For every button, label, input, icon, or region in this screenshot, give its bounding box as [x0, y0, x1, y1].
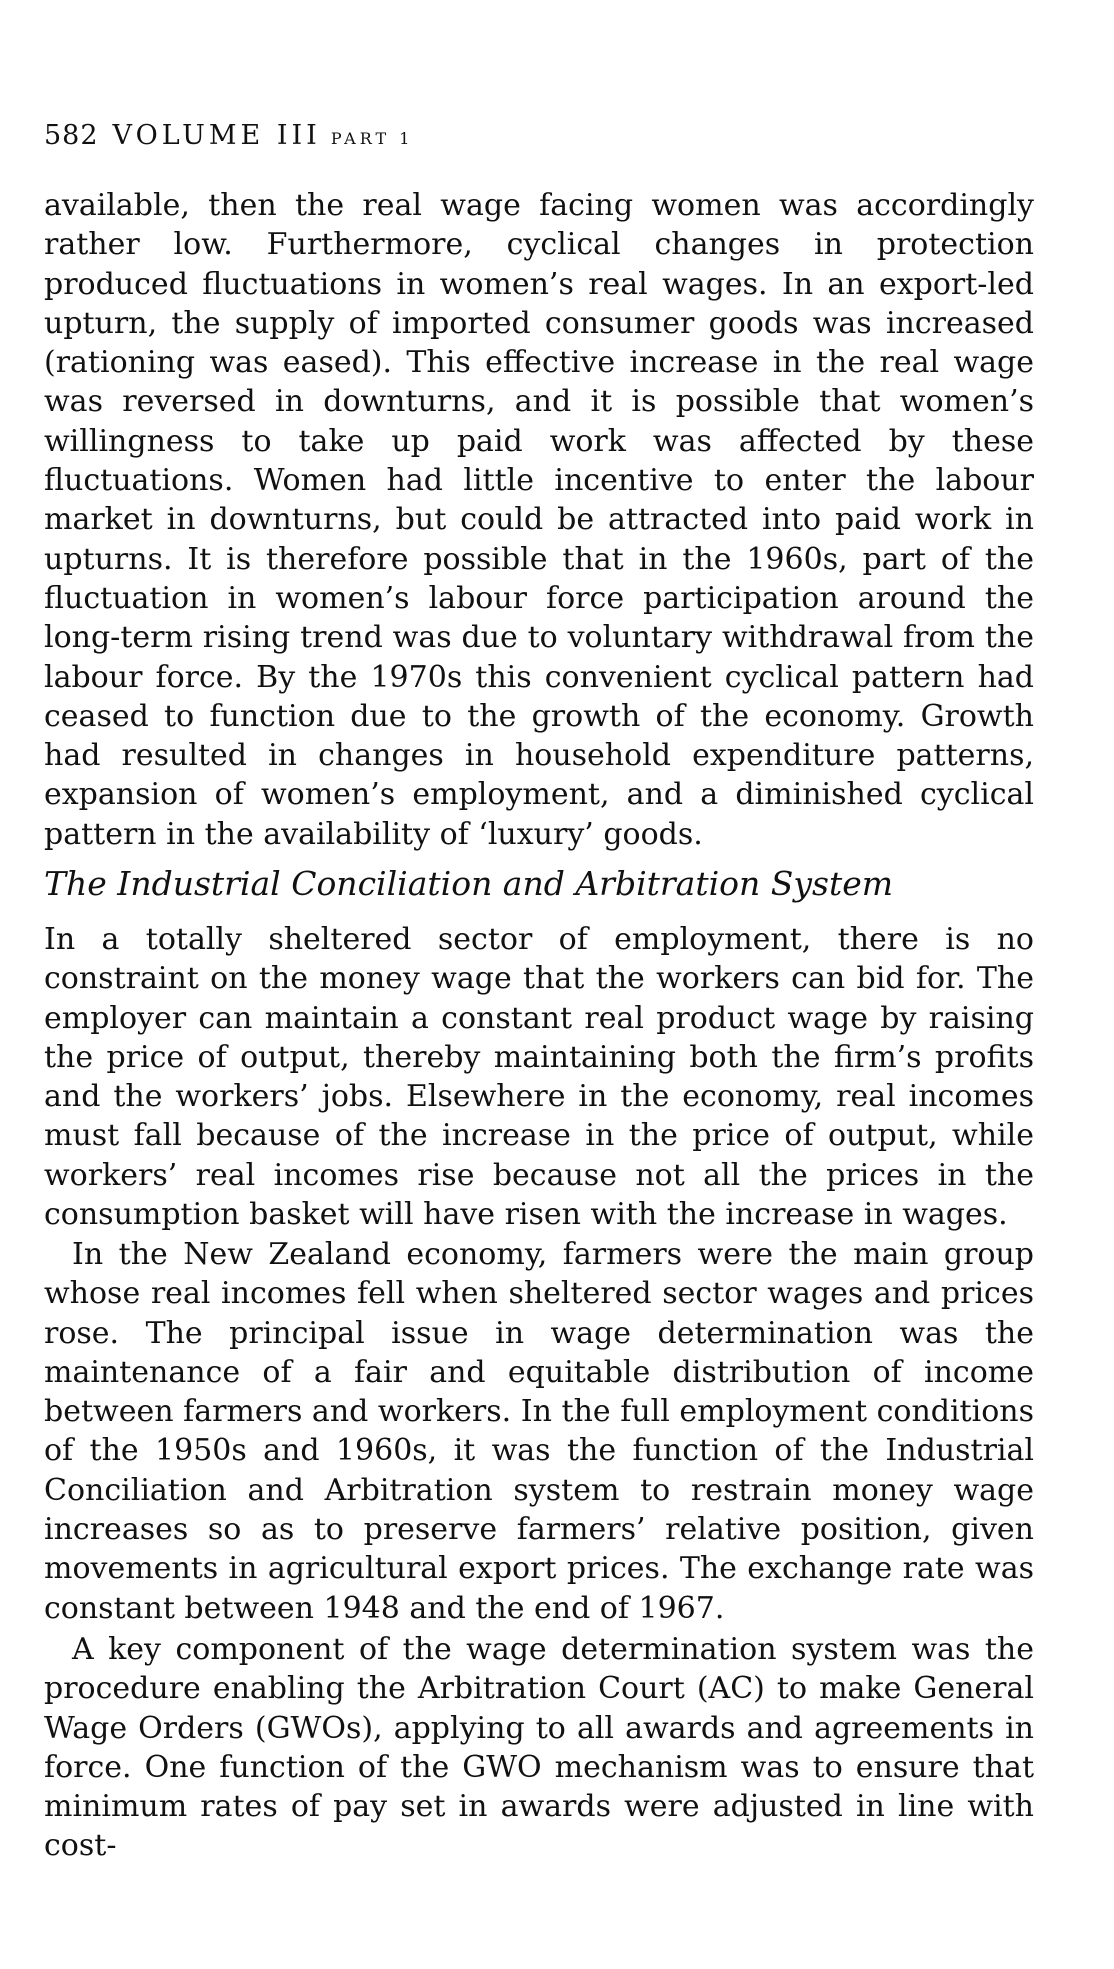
section-heading: The Industrial Conciliation and Arbitration System: [44, 864, 894, 903]
volume-label: VOLUME III: [112, 120, 321, 151]
page-number: 582: [44, 120, 99, 151]
running-head: [44, 120, 413, 151]
paragraph-4: A key component of the wage determination system was the procedure enabling the Arbitration Court (AC) to make General Wage Orders (GWOs), applying to all awards and agreements in force. One function of the GWO mechanism was to ensure that minimum rates of pay set in awards were adjusted in line with cost-: [44, 1632, 1034, 1864]
paragraph-3: In the New Zealand economy, farmers were the main group whose real incomes fell when sheltered sector wages and prices rose. The principal issue in wage determination was the maintenance of a fair and equitable distribution of income between farmers and workers. In the full employment conditions of the 1950s and 1960s, it was the function of the Industrial Conciliation and Arbitration system to restrain money wage increases so as to preserve farmers’ relative position, given movements in agricultural export prices. The exchange rate was constant between 1948 and the end of 1967.: [44, 1237, 1034, 1626]
part-label: PART 1: [330, 129, 414, 148]
paragraph-2: In a totally sheltered sector of employment, there is no constraint on the money wage that the workers can bid for. The employer can maintain a constant real product wage by raising the price of output, thereby maintaining both the firm’s profits and the workers’ jobs. Elsewhere in the economy, real incomes must fall because of the increase in the price of output, while workers’ real incomes rise because not all the prices in the consumption basket will have risen with the increase in wages.: [44, 922, 1034, 1233]
paragraph-1: available, then the real wage facing women was accordingly rather low. Furthermore, cyclical changes in protection produced fluctuations in women’s real wages. In an export-led upturn, the supply of imported consumer goods was increased (rationing was eased). This effective increase in the real wage was reversed in downturns, and it is possible that women’s willingness to take up paid work was affected by these fluctuations. Women had little incentive to enter the labour market in downturns, but could be attracted into paid work in upturns. It is therefore possible that in the 1960s, part of the fluctuation in women’s labour force participation around the long-term rising trend was due to voluntary withdrawal from the labour force. By the 1970s this convenient cyclical pattern had ceased to function due to the growth of the economy. Growth had resulted in changes in household expenditure patterns, expansion of women’s employment, and a diminished cyclical pattern in the availability of ‘luxury’ goods.: [44, 188, 1034, 852]
